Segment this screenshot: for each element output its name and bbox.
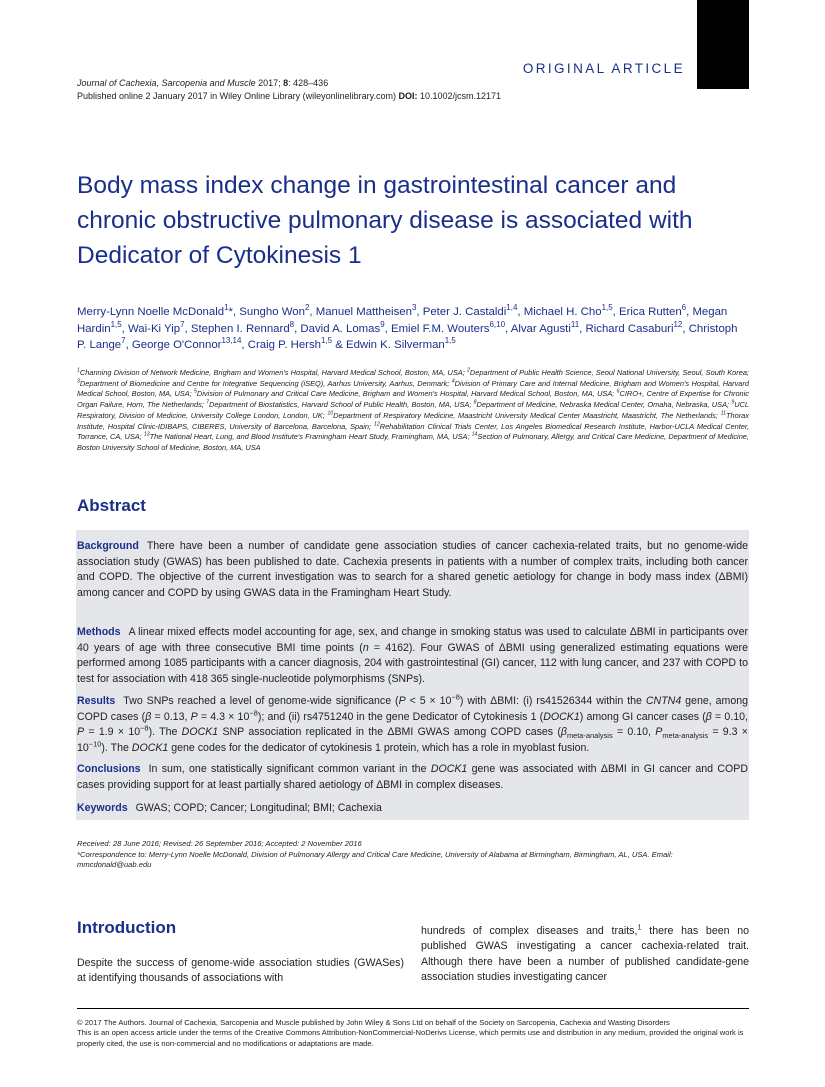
keywords-text: GWAS; COPD; Cancer; Longitudinal; BMI; Cachexia: [135, 802, 382, 814]
results-text: Two SNPs reached a level of genome-wide significance $(P < 5 \times 10^{-8})$ with ΔBMI: (i) rs41526344 within the CNTN4 gene, among COPD cases (β = 0.13, $P = 4.3 \times 10^{-8}$); and (ii) rs4751240 in the gene Dedicator of Cytokinesis 1 (DOCK1) among GI cancer cases (β = 0.10, $P = 1.9 \times 10^{-8}$). The DOCK1 SNP association replicated in the ΔBMI GWAS among COPD cases ($\beta_{meta-analysis} = 0.10$, $P_{meta-analysis} = 9.3 \times 10^{-10}$). The DOCK1 gene codes for the dedicator of cytokinesis 1 protein, which has a role in myoblast fusion.: [77, 692, 748, 754]
journal-year: 2017;: [255, 78, 284, 88]
published-text: Published online 2 January 2017 in Wiley Online Library (wileyonlinelibrary.com): [77, 91, 399, 101]
published-online-line: [77, 91, 501, 101]
methods-text: A linear mixed effects model accounting for age, sex, and change in smoking status was used to calculate ΔBMI in participants over 40 years of age with three consecutive BMI time points (n = 4162). Four GWAS of ΔBMI using generalized estimating equations were performed among 1085 participants with a cancer diagnosis, 204 with gastrointestinal (GI) cancer, 112 with lung cancer, and 237 with COPD to test for association with 418 365 single-nucleotide polymorphisms (SNPs).: [77, 626, 748, 685]
methods-label: Methods: [77, 626, 121, 638]
license-text: This is an open access article under the terms of the Creative Commons Attribution-NonCommercial-NoDerivs License, which permits use and distribution in any medium, provided the original work is properly cited, the use is non-commercial and no modifications or adaptations are made.: [77, 1028, 744, 1048]
copyright-line: © 2017 The Authors. Journal of Cachexia, Sarcopenia and Muscle published by John Wiley & Sons Ltd on behalf of the Society on Sarcopenia, Cachexia and Wasting Disorders: [77, 1018, 670, 1027]
article-title: Body mass index change in gastrointestinal cancer and chronic obstructive pulmonary disease is associated with Dedicator of Cytokinesis 1: [77, 172, 693, 269]
introduction-heading: Introduction: [77, 918, 177, 937]
conclusions-text: In sum, one statistically significant common variant in the DOCK1 gene was associated with ΔBMI in GI cancer and COPD cases providing support for at least partially shared aetiology of ΔBMI in complex diseases.: [77, 763, 749, 791]
section-corner-tab: [697, 0, 749, 89]
background-text: There have been a number of candidate gene association studies of cancer cachexia-related traits, but no genome-wide association study (GWAS) has been published to date. Cachexia presents in patients with a number of complex traits, including both cancer and COPD. The objective of the current investigation was to search for a shared genetic aetiology for change in body mass index (ΔBMI) among cancer and COPD by using GWAS data in the Framingham Heart Study.: [77, 540, 748, 599]
journal-volume: 8: [283, 78, 289, 88]
results-label: Results: [77, 695, 116, 707]
abstract-heading: Abstract: [77, 496, 146, 515]
received-dates: Received: 28 June 2016; Revised: 26 September 2016; Accepted: 2 November 2016: [77, 839, 362, 848]
journal-name: Journal of Cachexia, Sarcopenia and Muscle: [77, 78, 256, 88]
article-meta: [77, 839, 749, 871]
section-label: ORIGINAL ARTICLE: [522, 61, 685, 76]
journal-pages: : 428–436: [288, 78, 329, 88]
doi-link[interactable]: 10.1002/jcsm.12171: [417, 91, 502, 101]
abstract-keywords: [77, 801, 748, 817]
abstract-results: [77, 694, 748, 756]
introduction-left-column: Despite the success of genome-wide association studies (GWASes) at identifying thousands of associations with: [77, 957, 404, 985]
correspondence: *Correspondence to: Merry-Lynn Noelle McDonald, Division of Pulmonary Allergy and Critical Care Medicine, University of Alabama at Birmingham, Birmingham, AL, USA. Email: mmcdonald@uab.edu: [77, 849, 673, 869]
affiliations: $^1$Channing Division of Network Medicine, Brigham and Women's Hospital, Harvard Medical School, Boston, MA, USA; $^2$Department of Public Health Science, Seoul National University, Seoul, South Korea; $^3$Department of Biomedicine and Centre for Integrative Sequencing (iSEQ), Aarhus University, Aarhus, Denmark; $^4$Division of Primary Care and Internal Medicine, Brigham and Women's Hospital, Harvard Medical School, Boston, MA, USA; $^5$Division of Pulmonary and Critical Care Medicine, Brigham and Women's Hospital, Harvard Medical School, Boston, MA, USA; $^6$CIRO+, Centre of Expertise for Chronic Organ Failure, Horn, The Netherlands; $^7$Department of Biostatistics, Harvard School of Public Health, Boston, MA, USA; $^8$Department of Medicine, Nebraska Medical Center, Omaha, Nebraska, USA; $^9$UCL Respiratory, Division of Medicine, University College London, London, UK; $^{10}$Department of Respiratory Medicine, Maastricht University Medical Center Maastricht, Maastricht, The Netherlands; $^{11}$Thorax Institute, Hospital Clinic-IDIBAPS, CIBERES, University of Barcelona, Barcelona, Spain; $^{12}$Rehabilitation Clinical Trials Center, Los Angeles Biomedical Research Institute, Harbor-UCLA Medical Center, Torrance, CA, USA; $^{13}$The National Heart, Lung, and Blood Institute's Framingham Heart Study, Framingham, MA, USA; $^{14}$Section of Pulmonary, Allergy, and Critical Care Medicine, Department of Medicine, Boston University School of Medicine, Boston, MA, USA: [77, 367, 749, 452]
doi-label: DOI:: [398, 91, 418, 101]
abstract-background: [77, 539, 748, 601]
introduction-right-column: hundreds of complex diseases and traits,$^1$ there has been no published GWAS investigating a cancer cachexia-related trait. Although there have been a number of published candidate-gene association studies investigating cancer: [421, 922, 750, 984]
abstract-methods: [77, 625, 748, 687]
author-list: Merry-Lynn Noelle McDonald$^1$*, Sungho Won$^2$, Manuel Mattheisen$^3$, Peter J. Castaldi$^{1,4}$, Michael H. Cho$^{1,5}$, Erica Rutten$^6$, Megan Hardin$^{1,5}$, Wai-Ki Yip$^7$, Stephen I. Rennard$^8$, David A. Lomas$^9$, Emiel F.M. Wouters$^{6,10}$, Alvar Agusti$^{11}$, Richard Casaburi$^{12}$, Christoph P. Lange$^7$, George O'Connor$^{13,14}$, Craig P. Hersh$^{1,5}$ & Edwin K. Silverman$^{1,5}$: [77, 303, 738, 351]
license-footer: [77, 1018, 749, 1049]
conclusions-label: Conclusions: [77, 763, 141, 775]
keywords-label: Keywords: [77, 802, 128, 814]
footer-divider: [77, 1008, 749, 1009]
abstract-conclusions: [77, 762, 748, 793]
background-label: Background: [77, 540, 139, 552]
journal-citation: [77, 78, 328, 88]
